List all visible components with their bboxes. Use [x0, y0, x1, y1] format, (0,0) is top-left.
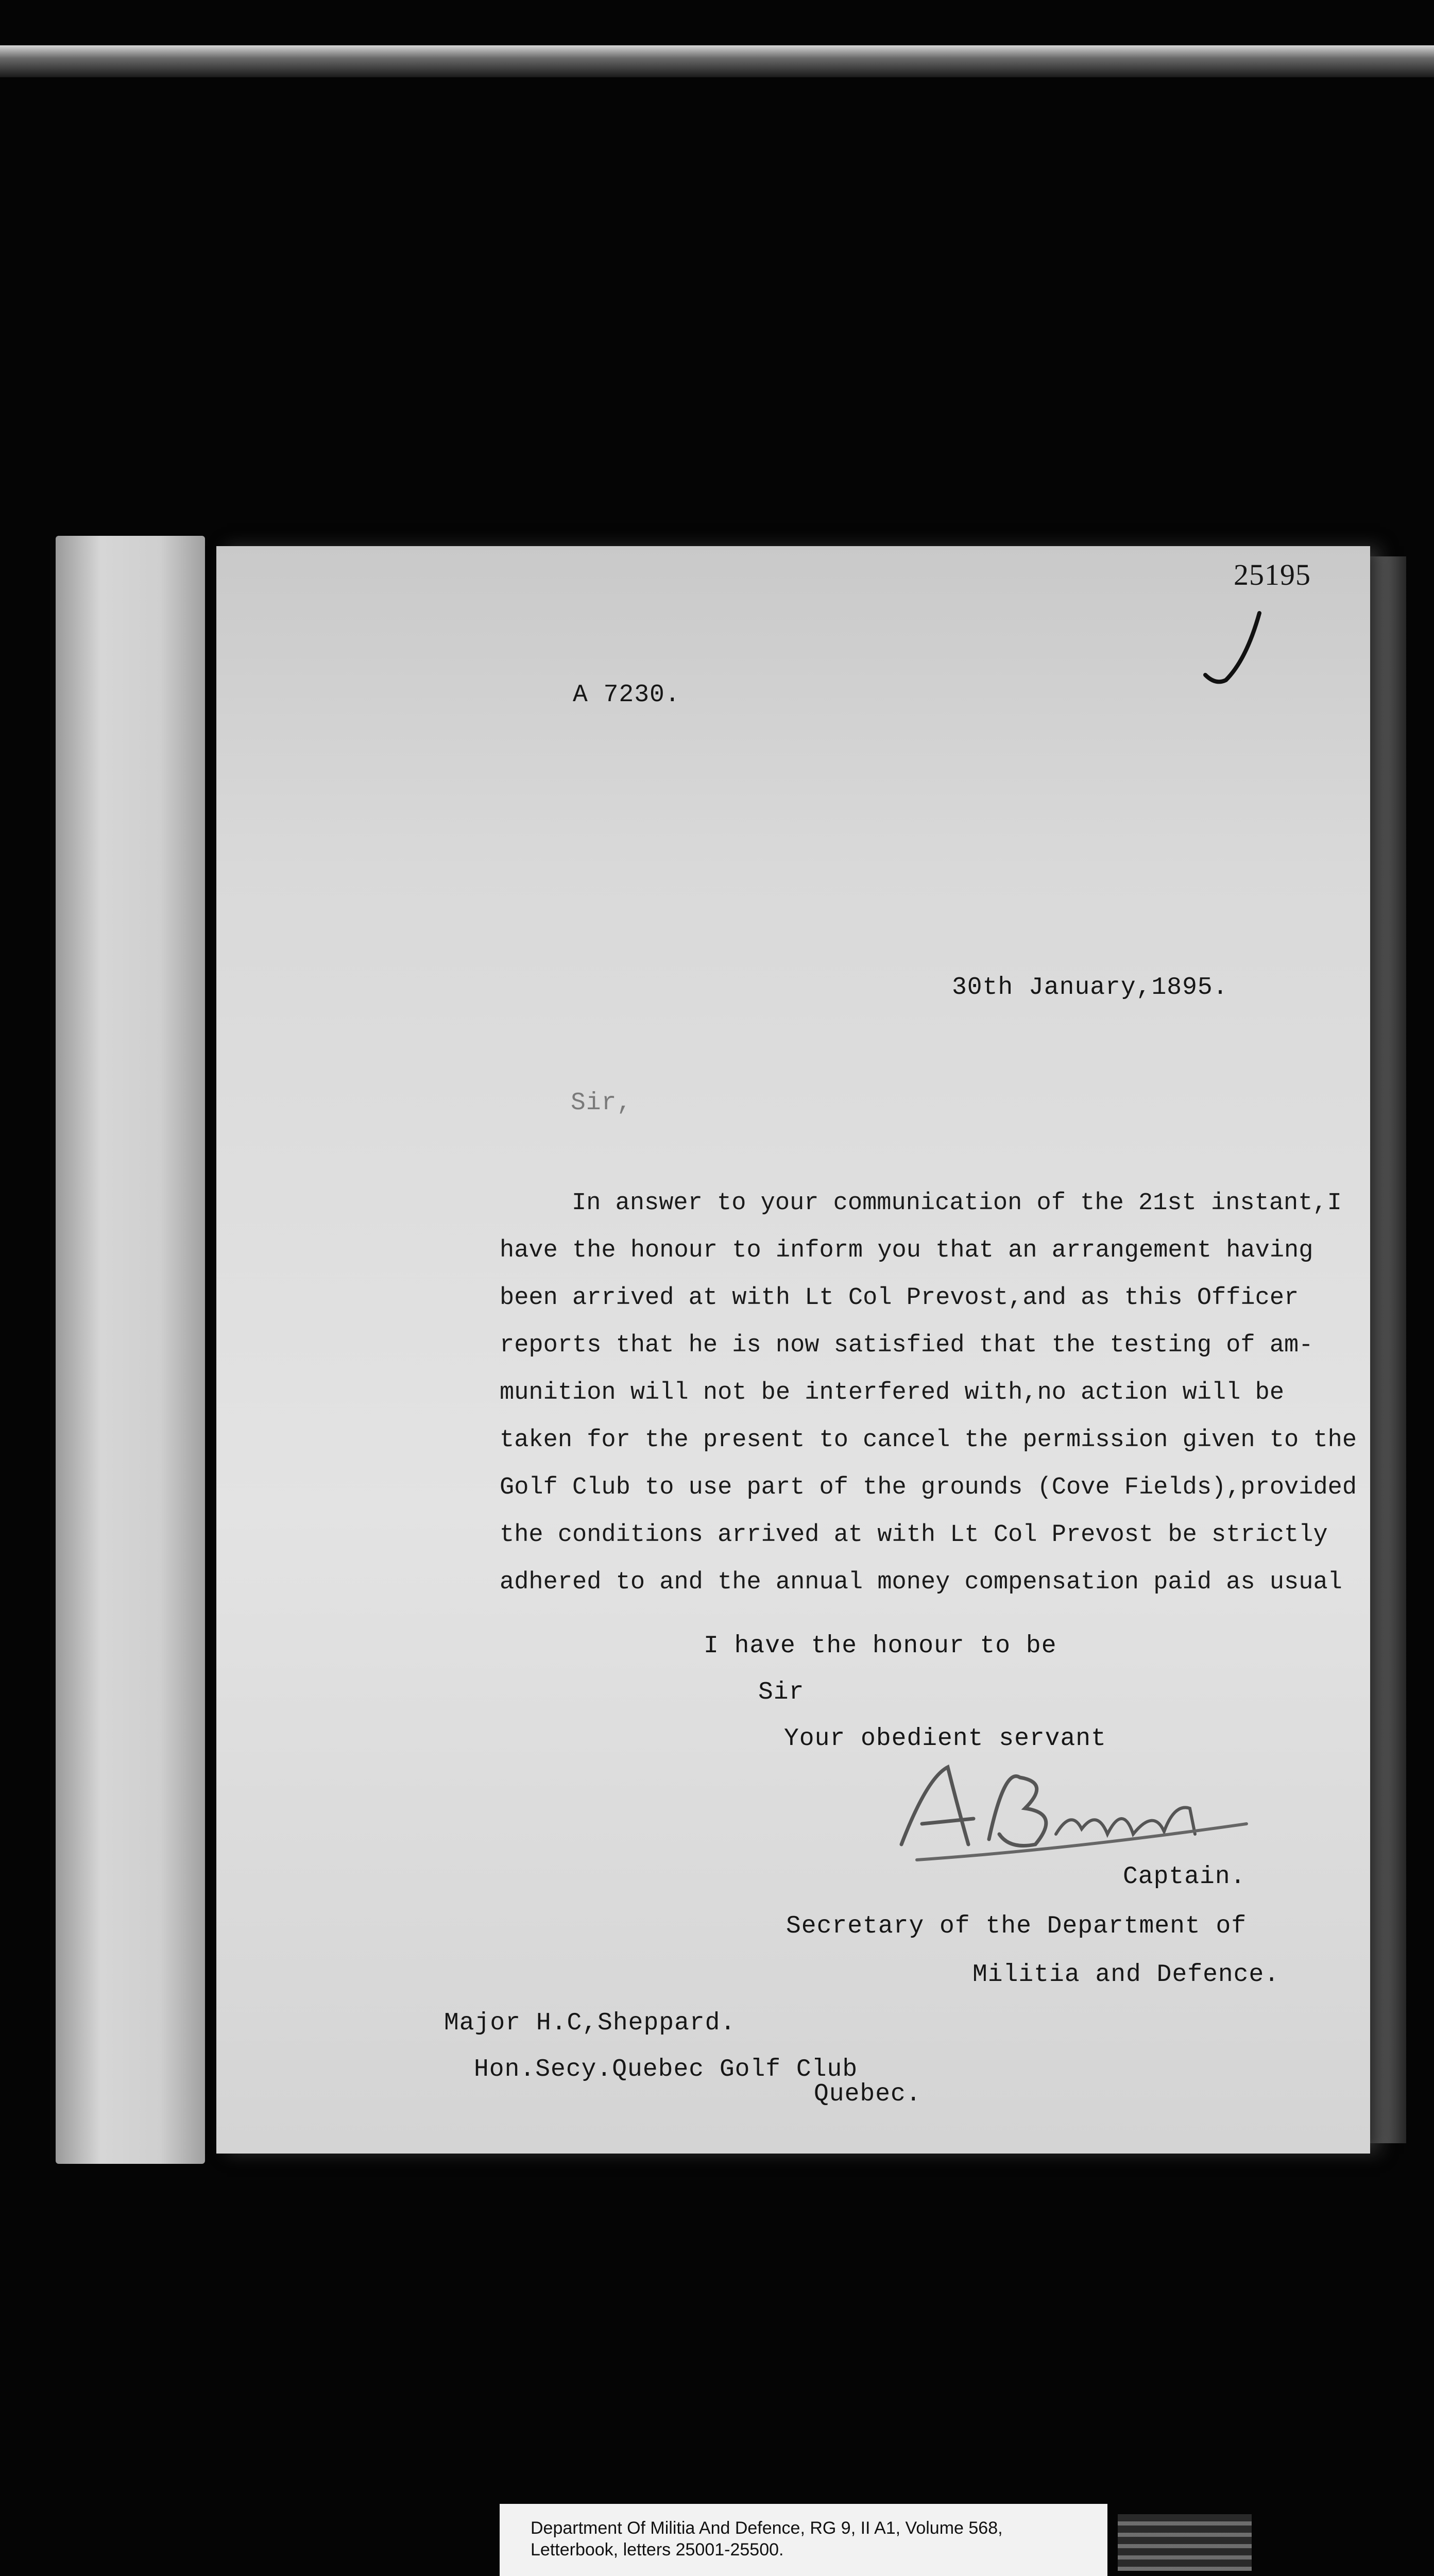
addressee-name: Major H.C,Sheppard. [444, 2009, 736, 2037]
body-line: have the honour to inform you that an arrangement having [500, 1237, 1313, 1264]
film-top-edge [0, 45, 1434, 77]
closing-line-3: Your obedient servant [784, 1725, 1106, 1753]
archive-label-line: Department Of Militia And Defence, RG 9, II A1, Volume 568, [531, 2518, 1003, 2538]
body-line: In answer to your communication of the 21st instant,I [572, 1190, 1342, 1217]
signatory-title-1: Secretary of the Department of [786, 1912, 1247, 1940]
body-line: reports that he is now satisfied that the testing of am- [500, 1332, 1313, 1359]
closing-line-1: I have the honour to be [704, 1632, 1057, 1660]
letter-body [500, 1180, 1357, 1606]
body-line: Golf Club to use part of the grounds (Cove Fields),provided [500, 1474, 1357, 1501]
body-line: munition will not be interfered with,no action will be [500, 1379, 1285, 1406]
page-edge-shadow [1370, 556, 1406, 2143]
archive-reference-label [500, 2504, 1107, 2576]
closing-line-2: Sir [758, 1679, 805, 1706]
reference-number: A 7230. [573, 681, 680, 709]
signatory-title-2: Militia and Defence. [972, 1961, 1280, 1989]
addressee-title: Hon.Secy.Quebec Golf Club [474, 2056, 858, 2083]
page-number: 25195 [1234, 558, 1311, 591]
letter-date: 30th January,1895. [952, 974, 1228, 1002]
signature-image [886, 1747, 1267, 1880]
signatory-rank: Captain. [1123, 1863, 1246, 1891]
body-line: adhered to and the annual money compensation paid as usual [500, 1569, 1342, 1596]
body-line: the conditions arrived at with Lt Col Prevost be strictly [500, 1521, 1328, 1549]
salutation: Sir, [571, 1089, 633, 1117]
body-line: taken for the present to cancel the permission given to the [500, 1427, 1357, 1454]
film-tag [1118, 2514, 1252, 2571]
check-mark-icon [1200, 603, 1272, 690]
adjacent-page [56, 536, 205, 2164]
body-line: been arrived at with Lt Col Prevost,and as this Officer [500, 1284, 1299, 1312]
addressee-city: Quebec. [814, 2080, 921, 2108]
archive-label-line: Letterbook, letters 25001-25500. [531, 2540, 784, 2560]
